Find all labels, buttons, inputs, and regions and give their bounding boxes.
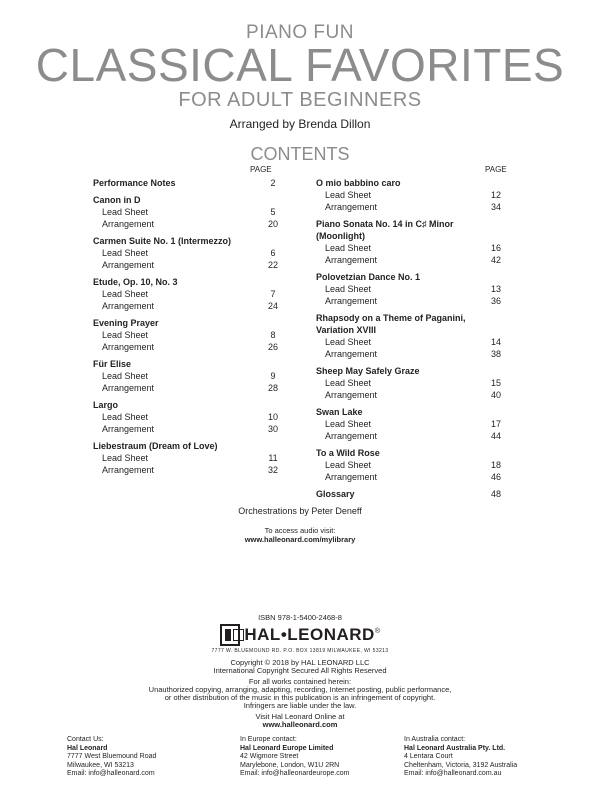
toc-subentry-label: Lead Sheet: [102, 248, 149, 258]
toc-subentry-page: 36: [490, 296, 501, 306]
contact-line: 7777 West Bluemound Road: [67, 753, 157, 760]
toc-entry: [316, 447, 506, 483]
series-title: PIANO FUN: [246, 22, 354, 43]
toc-entry: [93, 399, 283, 435]
toc-entry-title: Etude, Op. 10, No. 3: [93, 277, 178, 287]
toc-subentry-page: 12: [490, 190, 501, 200]
toc-entry: [316, 406, 506, 442]
contact-email[interactable]: Email: info@halleonard.com.au: [404, 770, 502, 777]
toc-entry-title-row: [316, 312, 506, 336]
toc-subentry-label: Arrangement: [102, 219, 155, 229]
toc-subentry-label: Lead Sheet: [325, 190, 372, 200]
toc-subentry-page: 32: [267, 465, 278, 475]
toc-entry-title: To a Wild Rose: [316, 448, 380, 458]
toc-entry-page: [263, 399, 283, 411]
toc-subentry-label: Lead Sheet: [325, 284, 372, 294]
toc-subentry-page: 5: [270, 207, 276, 217]
toc-entry-page: [263, 194, 283, 206]
contact-name: Hal Leonard: [67, 744, 108, 752]
publisher-address: 7777 W. BLUEMOUND RD. P.O. BOX 13819 MILWAUKEE, WI 53213: [211, 648, 389, 654]
toc-subentry: [93, 341, 283, 353]
toc-subentry-label: Arrangement: [325, 296, 378, 306]
toc-subentry: [316, 377, 506, 389]
toc-entry: [93, 276, 283, 312]
toc-entry-page: [486, 447, 506, 459]
toc-entry-page: [263, 358, 283, 370]
contact-block-europe: [240, 736, 349, 779]
toc-subentry-label: Arrangement: [102, 465, 155, 475]
toc-subentry-page: 38: [490, 349, 501, 359]
notice-line-2: Unauthorized copying, arranging, adapting, recording, Internet posting, public performance,: [148, 685, 452, 694]
toc-entry-title-row: [316, 447, 506, 459]
toc-subentry-label: Arrangement: [102, 260, 155, 270]
contact-block-us: [67, 736, 156, 779]
toc-entry-page: [486, 218, 506, 242]
toc-entry-page: 48: [490, 489, 501, 499]
toc-entry-title: Performance Notes: [93, 178, 176, 188]
toc-entry: [93, 177, 283, 189]
toc-entry-title: Evening Prayer: [93, 318, 159, 328]
toc-subentry: [93, 423, 283, 435]
toc-entry-title-row: [93, 177, 283, 189]
toc-entry-title-row: [316, 488, 506, 500]
toc-subentry-page: 14: [490, 337, 501, 347]
toc-entry-title: Largo: [93, 400, 119, 410]
toc-subentry-page: 24: [267, 301, 278, 311]
toc-entry-page: [486, 177, 506, 189]
toc-subentry: [93, 464, 283, 476]
arranger-credit: Arranged by Brenda Dillon: [229, 117, 371, 131]
toc-subentry: [93, 300, 283, 312]
toc-entry-title: Carmen Suite No. 1 (Intermezzo): [93, 236, 232, 246]
toc-entry: [93, 440, 283, 476]
toc-subentry-page: 15: [490, 378, 501, 388]
publisher-logo: [0, 624, 600, 646]
toc-subentry-page: 20: [267, 219, 278, 229]
online-url-link[interactable]: www.halleonard.com: [262, 720, 338, 729]
toc-entry-title-row: [93, 358, 283, 370]
toc-entry: [93, 194, 283, 230]
toc-entry-title-row: [316, 177, 506, 189]
contact-line: Marylebone, London, W1U 2RN: [240, 761, 340, 769]
contact-name: Hal Leonard Europe Limited: [240, 744, 334, 752]
toc-entry: [316, 177, 506, 213]
contact-line: 4 Lentara Court: [404, 753, 453, 760]
toc-subentry-label: Lead Sheet: [102, 207, 149, 217]
toc-entry: [93, 317, 283, 353]
toc-entry-page: 2: [270, 178, 276, 188]
toc-subentry: [316, 283, 506, 295]
toc-entry-title: Rhapsody on a Theme of Paganini, Variation XVIII: [316, 313, 466, 335]
toc-entry-page: [263, 276, 283, 288]
toc-entry-title-row: [93, 399, 283, 411]
toc-subentry-label: Lead Sheet: [325, 460, 372, 470]
toc-entry: [316, 488, 506, 500]
toc-subentry-label: Arrangement: [325, 390, 378, 400]
toc-subentry-page: 40: [490, 390, 501, 400]
toc-subentry-label: Lead Sheet: [325, 419, 372, 429]
toc-subentry: [316, 295, 506, 307]
toc-subentry: [93, 370, 283, 382]
toc-subentry-page: 13: [490, 284, 501, 294]
toc-entry-title-row: [316, 271, 506, 283]
toc-subentry: [316, 242, 506, 254]
toc-subentry: [93, 382, 283, 394]
toc-entry-page: [263, 235, 283, 247]
toc-subentry-label: Lead Sheet: [325, 337, 372, 347]
toc-subentry: [93, 452, 283, 464]
toc-entry-page: [486, 365, 506, 377]
page-column-label-left: PAGE: [250, 165, 272, 174]
toc-entry: [316, 218, 506, 266]
toc-entry-title: O mio babbino caro: [316, 178, 401, 188]
contact-line: Cheltenham, Victoria, 3192 Australia: [404, 761, 518, 769]
toc-subentry-page: 10: [267, 412, 278, 422]
toc-subentry-label: Lead Sheet: [102, 330, 149, 340]
registered-mark: ®: [374, 627, 380, 635]
toc-subentry-page: 44: [490, 431, 501, 441]
toc-entry-page: [486, 406, 506, 418]
audio-url-link[interactable]: www.halleonard.com/mylibrary: [244, 535, 356, 544]
toc-subentry: [316, 336, 506, 348]
toc-subentry-label: Arrangement: [325, 255, 378, 265]
toc-subentry: [93, 206, 283, 218]
toc-subentry-page: 16: [490, 243, 501, 253]
book-subtitle: FOR ADULT BEGINNERS: [178, 89, 422, 111]
toc-entry: [316, 271, 506, 307]
toc-subentry-label: Lead Sheet: [325, 378, 372, 388]
page-column-label-right: PAGE: [485, 165, 507, 174]
audio-access-line: To access audio visit:: [264, 526, 336, 535]
toc-subentry: [316, 201, 506, 213]
toc-subentry-page: 34: [490, 202, 501, 212]
toc-entry-title-row: [93, 194, 283, 206]
toc-entry-title: Canon in D: [93, 195, 141, 205]
toc-subentry: [93, 411, 283, 423]
toc-entry-title-row: [93, 235, 283, 247]
toc-entry-title-row: [316, 406, 506, 418]
toc-entry-title: Für Elise: [93, 359, 132, 369]
toc-entry-title-row: [93, 317, 283, 329]
toc-subentry-label: Lead Sheet: [102, 371, 149, 381]
toc-subentry-page: 17: [490, 419, 501, 429]
toc-entry-page: [263, 317, 283, 329]
toc-subentry-label: Arrangement: [102, 383, 155, 393]
toc-subentry-page: 6: [270, 248, 276, 258]
toc-subentry-page: 9: [270, 371, 276, 381]
toc-subentry-page: 22: [267, 260, 278, 270]
notice-line-3: or other distribution of the music in this publication is an infringement of copyright.: [164, 693, 436, 702]
toc-subentry-label: Lead Sheet: [102, 412, 149, 422]
toc-subentry-label: Lead Sheet: [325, 243, 372, 253]
toc-subentry: [316, 254, 506, 266]
toc-subentry-page: 42: [490, 255, 501, 265]
toc-subentry: [93, 259, 283, 271]
toc-subentry-page: 8: [270, 330, 276, 340]
toc-subentry-page: 30: [267, 424, 278, 434]
toc-entry-title-row: [93, 276, 283, 288]
toc-subentry: [316, 459, 506, 471]
toc-entry-title: Swan Lake: [316, 407, 363, 417]
toc-subentry-page: 26: [267, 342, 278, 352]
hal-leonard-emblem-icon: [220, 624, 240, 646]
contact-email[interactable]: Email: info@halleonardeurope.com: [240, 770, 350, 777]
toc-subentry: [316, 189, 506, 201]
toc-subentry-label: Arrangement: [325, 349, 378, 359]
toc-subentry-page: 28: [267, 383, 278, 393]
isbn: ISBN 978-1-5400-2468-8: [258, 613, 342, 622]
contact-heading: Contact Us:: [67, 736, 104, 743]
toc-entry: [316, 365, 506, 401]
toc-subentry-label: Arrangement: [325, 431, 378, 441]
notice-line-4: Infringers are liable under the law.: [243, 701, 357, 710]
toc-subentry: [93, 329, 283, 341]
toc-entry: [93, 235, 283, 271]
toc-entry-page: [486, 271, 506, 283]
toc-entry-page: [486, 312, 506, 336]
toc-subentry-page: 18: [490, 460, 501, 470]
copyright-line: Copyright © 2018 by HAL LEONARD LLC: [230, 658, 370, 667]
contact-email[interactable]: Email: info@halleonard.com: [67, 770, 155, 777]
contact-line: Milwaukee, WI 53213: [67, 761, 134, 769]
toc-subentry-page: 46: [490, 472, 501, 482]
toc-entry-title: Liebestraum (Dream of Love): [93, 441, 218, 451]
toc-subentry: [316, 471, 506, 483]
book-title: CLASSICAL FAVORITES: [35, 39, 565, 91]
contact-name: Hal Leonard Australia Pty. Ltd.: [404, 744, 506, 752]
toc-subentry-label: Arrangement: [102, 301, 155, 311]
toc-subentry-label: Arrangement: [325, 202, 378, 212]
toc-subentry-label: Arrangement: [325, 472, 378, 482]
notice-line-1: For all works contained herein:: [248, 677, 352, 686]
intl-copyright-line: International Copyright Secured All Rights Reserved: [213, 666, 387, 675]
contact-heading: In Europe contact:: [240, 736, 297, 743]
toc-entry: [316, 312, 506, 360]
contact-line: 42 Wigmore Street: [240, 753, 299, 760]
toc-entry-title: Polovetzian Dance No. 1: [316, 272, 421, 282]
logo-wordmark: HAL•LEONARD: [244, 625, 375, 644]
toc-entry-page: [263, 440, 283, 452]
visit-online-line: Visit Hal Leonard Online at: [255, 712, 345, 721]
toc-subentry-label: Arrangement: [102, 424, 155, 434]
toc-subentry: [93, 218, 283, 230]
contact-heading: In Australia contact:: [404, 736, 466, 743]
toc-subentry: [93, 288, 283, 300]
toc-subentry-label: Arrangement: [102, 342, 155, 352]
toc-subentry: [316, 389, 506, 401]
toc-subentry: [93, 247, 283, 259]
toc-subentry: [316, 348, 506, 360]
toc-entry-title: Glossary: [316, 489, 355, 499]
toc-entry-title: Sheep May Safely Graze: [316, 366, 420, 376]
orchestrations-credit: Orchestrations by Peter Deneff: [238, 506, 362, 516]
toc-subentry: [316, 418, 506, 430]
toc-subentry-label: Lead Sheet: [102, 453, 149, 463]
toc-entry: [93, 358, 283, 394]
toc-subentry-page: 7: [270, 289, 276, 299]
contact-block-australia: [404, 736, 517, 779]
toc-entry-title-row: [316, 365, 506, 377]
toc-subentry-label: Lead Sheet: [102, 289, 149, 299]
toc-entry-title: Piano Sonata No. 14 in C♯ Minor (Moonlight): [316, 219, 454, 241]
toc-entry-title-row: [316, 218, 506, 242]
toc-subentry: [316, 430, 506, 442]
toc-entry-title-row: [93, 440, 283, 452]
toc-subentry-page: 11: [268, 453, 278, 463]
contents-heading: CONTENTS: [250, 144, 350, 164]
